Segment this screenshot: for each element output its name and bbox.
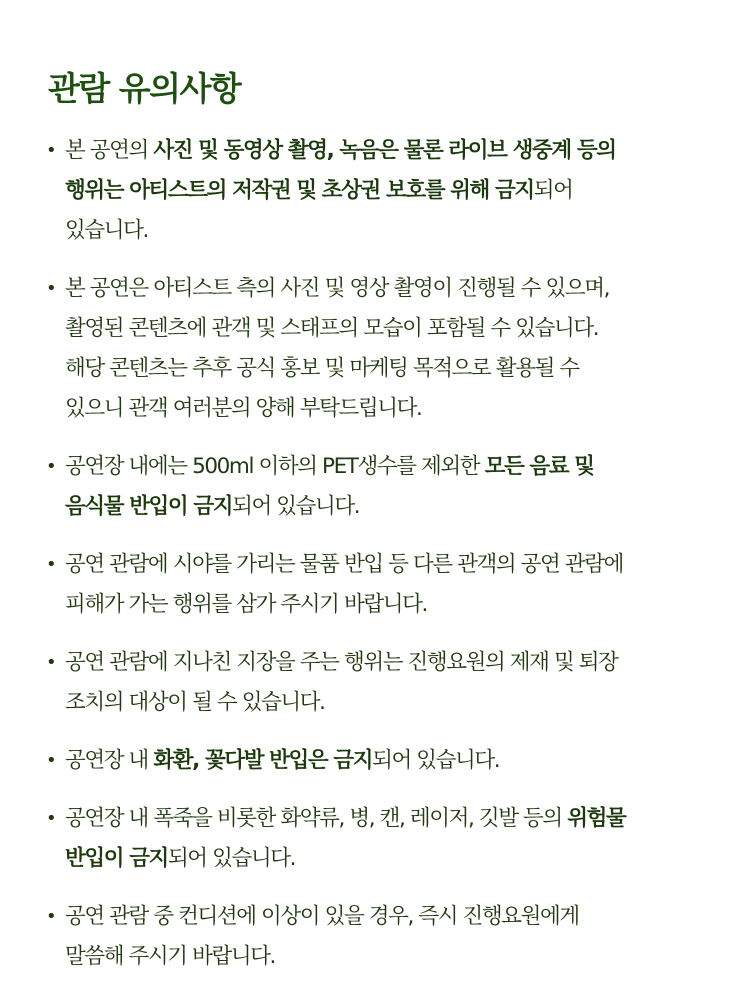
notice-item [44, 269, 734, 429]
notice-text: 본 공연의 [65, 138, 154, 163]
notice-text: 있습니다. [65, 218, 148, 243]
notice-item [44, 897, 734, 977]
notice-line [65, 389, 734, 429]
bullet-icon: • [46, 906, 56, 927]
notice-line [65, 131, 734, 171]
notice-line [65, 897, 734, 937]
notice-text: 있으니 관객 여러분의 양해 부탁드립니다. [65, 396, 422, 421]
emphasized-text: 화환, 꽃다발 반입은 금지 [153, 748, 373, 773]
notice-text: 공연 관람에 지나친 지장을 주는 행위는 진행요원의 제재 및 퇴장 [65, 650, 618, 675]
notice-text: 되어 있습니다. [232, 494, 360, 519]
notice-line [65, 643, 734, 683]
emphasized-text: 반입이 금지 [65, 846, 168, 871]
notice-text: 피해가 가는 행위를 삼가 주시기 바랍니다. [65, 592, 427, 617]
emphasized-text: 사진 및 동영상 촬영, 녹음은 물론 라이브 생중계 등의 [153, 138, 616, 163]
notice-item [44, 741, 734, 781]
notice-line [65, 937, 734, 977]
notice-line [65, 447, 734, 487]
page-title: 관람 유의사항 [48, 69, 241, 108]
emphasized-text: 모든 음료 및 [484, 454, 594, 479]
emphasized-text: 음식물 반입이 금지 [65, 494, 233, 519]
notice-line [65, 741, 734, 781]
notice-text: 말씀해 주시기 바랍니다. [65, 944, 275, 969]
bullet-icon: • [46, 750, 56, 771]
notice-item [44, 131, 734, 251]
notice-line [65, 349, 734, 389]
notice-line [65, 839, 734, 879]
notice-text: 되어 있습니다. [167, 846, 296, 871]
bullet-icon: • [46, 140, 56, 161]
notice-line [65, 269, 734, 309]
notice-line [65, 487, 734, 527]
notice-text: 본 공연은 아티스트 측의 사진 및 영상 촬영이 진행될 수 있으며, [65, 276, 610, 301]
emphasized-text: 행위는 아티스트의 저작권 및 초상권 보호를 위해 금지 [65, 178, 534, 203]
emphasized-text: 위험물 [567, 806, 626, 831]
notice-line [65, 799, 734, 839]
notice-text: 해당 콘텐츠는 추후 공식 홍보 및 마케팅 목적으로 활용될 수 [65, 356, 579, 381]
notice-item [44, 545, 734, 625]
notice-text: 공연장 내 폭죽을 비롯한 화약류, 병, 캔, 레이저, 깃발 등의 [65, 806, 568, 831]
bullet-icon: • [46, 554, 56, 575]
notice-text: 되어 있습니다. [372, 748, 500, 773]
notice-text: 조치의 대상이 될 수 있습니다. [65, 690, 325, 715]
bullet-icon: • [46, 808, 56, 829]
notice-item [44, 799, 734, 879]
bullet-icon: • [46, 456, 56, 477]
notice-text: 공연 관람 중 컨디션에 이상이 있을 경우, 즉시 진행요원에게 [65, 904, 579, 929]
bullet-icon: • [46, 652, 56, 673]
notice-line [65, 683, 734, 723]
bullet-icon: • [46, 278, 56, 299]
notice-line [65, 171, 734, 211]
notice-text: 되어 [533, 178, 573, 203]
notice-item [44, 643, 734, 723]
notice-list [44, 131, 734, 995]
notice-text: 공연 관람에 시야를 가리는 물품 반입 등 다른 관객의 공연 관람에 [65, 552, 623, 577]
notice-text: 촬영된 콘텐츠에 관객 및 스태프의 모습이 포함될 수 있습니다. [65, 316, 599, 341]
notice-line [65, 545, 734, 585]
notice-item [44, 447, 734, 527]
notice-line [65, 211, 734, 251]
notice-line [65, 585, 734, 625]
notice-text: 공연장 내에는 500ml 이하의 PET생수를 제외한 [65, 454, 485, 479]
notice-text: 공연장 내 [65, 748, 154, 773]
notice-line [65, 309, 734, 349]
